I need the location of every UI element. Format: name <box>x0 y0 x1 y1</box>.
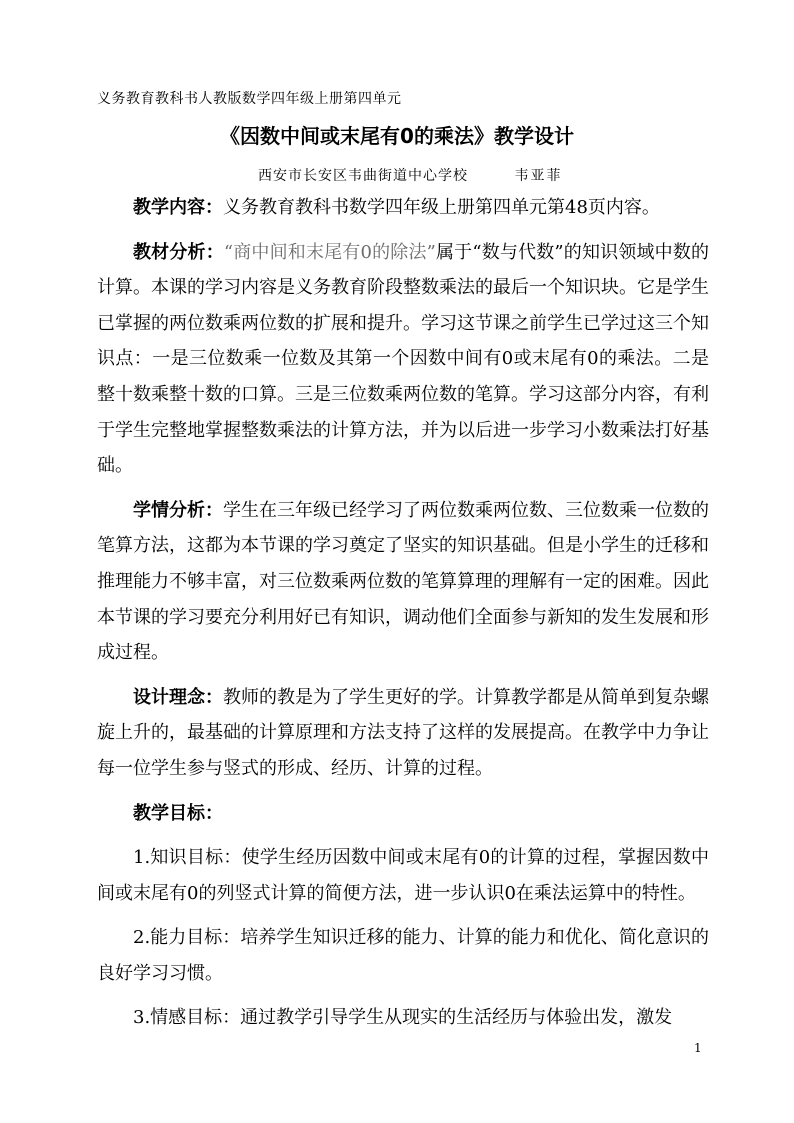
author-name: 韦亚菲 <box>514 168 563 184</box>
goal-item-emotion: 3.情感目标：通过教学引导学生从现实的生活经历与体验出发，激发 <box>133 1007 673 1029</box>
text-concept: 教师的教是为了学生更好的学。计算教学都是从简单到复杂螺旋上升的，最基础的计算原理和方法支持了这样的发展提高。在教学中力争让每一位学生参与竖式的形成、经历、计算的过程。 <box>97 686 709 779</box>
label-concept: 设计理念： <box>133 686 223 708</box>
document-title: 《因数中间或末尾有0的乘法》教学设计 <box>220 124 574 148</box>
label-goals: 教学目标： <box>133 802 223 824</box>
paragraph-students <box>97 493 709 671</box>
paragraph-content <box>97 190 709 226</box>
label-analysis: 教材分析： <box>133 241 224 263</box>
label-students: 学情分析： <box>133 499 223 521</box>
byline <box>258 165 562 185</box>
document-body <box>97 190 709 1036</box>
paragraph-analysis <box>97 235 709 484</box>
goal-item-knowledge: 1.知识目标：使学生经历因数中间或末尾有0的计算的过程，掌握因数中间或末尾有0的列竖式计算的简便方法，进一步认识0在乘法运算中的特性。 <box>97 847 709 904</box>
page-number: 1 <box>694 1041 702 1055</box>
paragraph-goals-heading <box>97 796 709 832</box>
text-students: 学生在三年级已经学习了两位数乘两位数、三位数乘一位数的笔算方法，这都为本节课的学习奠定了坚实的知识基础。但是小学生的迁移和推理能力不够丰富，对三位数乘两位数的笔算算理的理解有一定的困难。因此本节课的学习要充分利用好已有知识，调动他们全面参与新知的发生发展和形成过程。 <box>97 499 709 664</box>
school-name: 西安市长安区韦曲街道中心学校 <box>258 168 468 184</box>
label-content: 教学内容： <box>133 197 223 218</box>
text-content: 义务教育教科书数学四年级上册第四单元第48页内容。 <box>223 197 660 218</box>
text-analysis: 属于“数与代数”的知识领域中数的计算。本课的学习内容是义务教育阶段整数乘法的最后一个知识块。它是学生已掌握的两位数乘两位数的扩展和提升。学习这节课之前学生已学过这三个知识点：一是三位数乘一位数及其第一个因数中间有0或末尾有0的乘法。二是整十数乘整十数的口算。三是三位数乘两位数的笔算。学习这部分内容，有利于学生完整地掌握整数乘法的计算方法，并为以后进一步学习小数乘法打好基础。 <box>97 241 710 477</box>
goal-item-ability: 2.能力目标：培养学生知识迁移的能力、计算的能力和优化、简化意识的良好学习习惯。 <box>97 927 709 984</box>
analysis-quote: “商中间和末尾有0的除法” <box>223 241 436 263</box>
series-header: 义务教育教科书人教版数学四年级上册第四单元 <box>97 91 402 107</box>
paragraph-concept <box>97 680 709 787</box>
